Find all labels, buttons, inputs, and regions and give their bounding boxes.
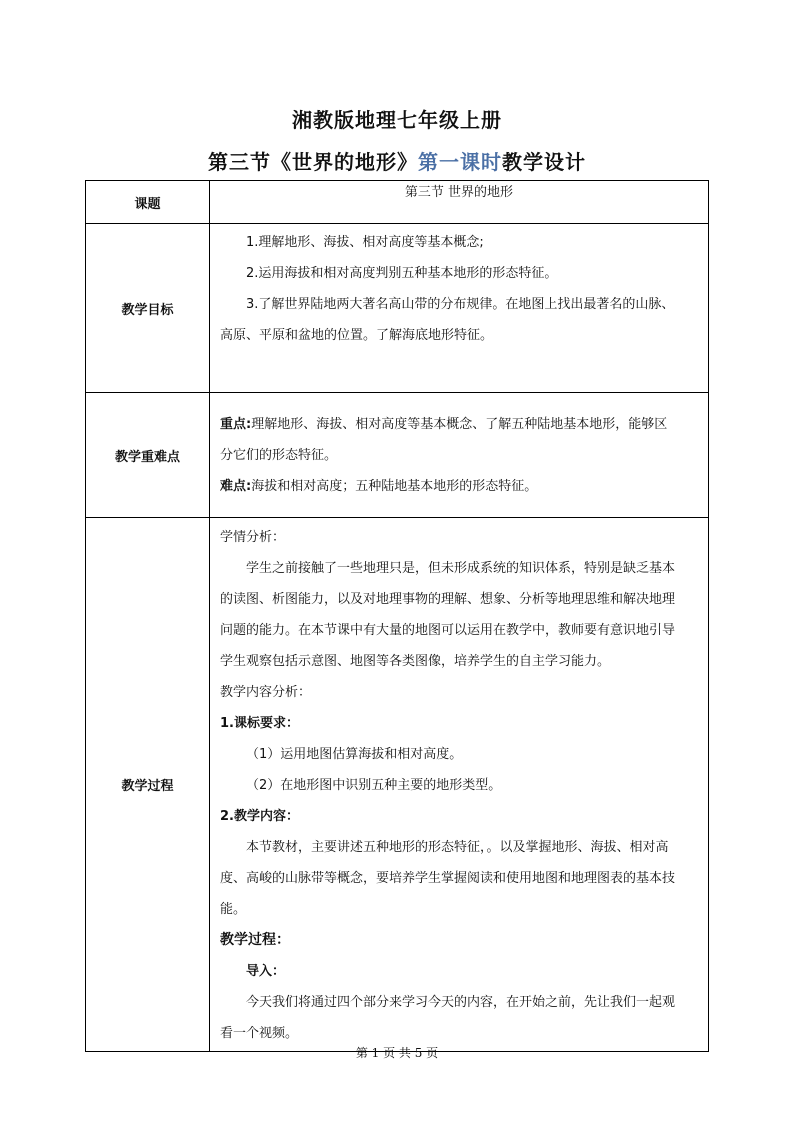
row-goals (86, 224, 709, 393)
row-key-points (86, 393, 709, 518)
subtitle-part-1: 第三节《世界的地形》 (208, 150, 418, 174)
standard-heading: 1.课标要求： (220, 716, 299, 731)
row-process (86, 518, 709, 1052)
analysis-line: 学生之前接触了一些地理只是，但未形成系统的知识体系，特别是缺乏基本 (246, 561, 676, 576)
difficult-point-text: 海拔和相对高度；五种陆地基本地形的形态特征。 (251, 479, 538, 494)
key-points-content (210, 393, 709, 518)
intro-heading: 导入： (246, 964, 286, 979)
goal-item: 2.运用海拔和相对高度判别五种基本地形的形态特征。 (246, 266, 558, 281)
label-process: 教学过程 (86, 518, 210, 1052)
process-content (210, 518, 709, 1052)
analysis-line: 的读图、析图能力，以及对地理事物的理解、想象、分析等地理思维和解决地理 (220, 592, 676, 607)
key-point-text: 理解地形、海拔、相对高度等基本概念、了解五种陆地基本地形，能够区 (251, 417, 668, 432)
key-point-label: 重点: (220, 417, 252, 432)
intro-line: 今天我们将通过四个部分来学习今天的内容，在开始之前，先让我们一起观 (246, 995, 676, 1010)
teaching-content-line: 能。 (220, 902, 247, 917)
row-topic (86, 181, 709, 224)
analysis-line: 问题的能力。在本节课中有大量的地图可以运用在教学中，教师要有意识地引导 (220, 623, 676, 638)
analysis-heading: 学情分析： (220, 530, 286, 545)
document-title: 湘教版地理七年级上册 (292, 108, 502, 132)
key-point-line (220, 409, 698, 440)
process-heading: 教学过程： (220, 932, 290, 948)
goal-item: 3.了解世界陆地两大著名高山带的分布规律。在地图上找出最著名的山脉、 (246, 297, 675, 312)
content-analysis-heading: 教学内容分析： (220, 685, 312, 700)
goals-content (210, 224, 709, 393)
page-number: 第 1 页 共 5 页 (355, 1046, 439, 1060)
key-point-line: 分它们的形态特征。 (220, 448, 338, 463)
subtitle-part-2: 第一课时 (418, 150, 502, 174)
document-subtitle (0, 146, 794, 175)
lesson-plan-table (85, 180, 709, 1052)
label-topic: 课题 (86, 181, 210, 224)
value-topic: 第三节 世界的地形 (210, 181, 709, 224)
standard-item: （1）运用地图估算海拔和相对高度。 (246, 747, 463, 762)
difficult-point-line (220, 471, 698, 502)
teaching-content-heading: 2.教学内容： (220, 809, 299, 824)
intro-line: 看一个视频。 (220, 1026, 299, 1041)
standard-item: （2）在地形图中识别五种主要的地形类型。 (246, 778, 502, 793)
label-key-points: 教学重难点 (86, 393, 210, 518)
difficult-point-label: 难点: (220, 479, 252, 494)
goal-item: 1.理解地形、海拔、相对高度等基本概念; (246, 235, 484, 250)
teaching-content-line: 度、高峻的山脉带等概念，要培养学生掌握阅读和使用地图和地理图表的基本技 (220, 871, 676, 886)
subtitle-part-3: 教学设计 (502, 150, 586, 174)
goal-item: 高原、平原和盆地的位置。了解海底地形特征。 (220, 328, 494, 343)
teaching-content-line: 本节教材，主要讲述五种地形的形态特征，。以及掌握地形、海拔、相对高 (246, 840, 669, 855)
label-goals: 教学目标 (86, 224, 210, 393)
analysis-line: 学生观察包括示意图、地图等各类图像，培养学生的自主学习能力。 (220, 654, 611, 669)
